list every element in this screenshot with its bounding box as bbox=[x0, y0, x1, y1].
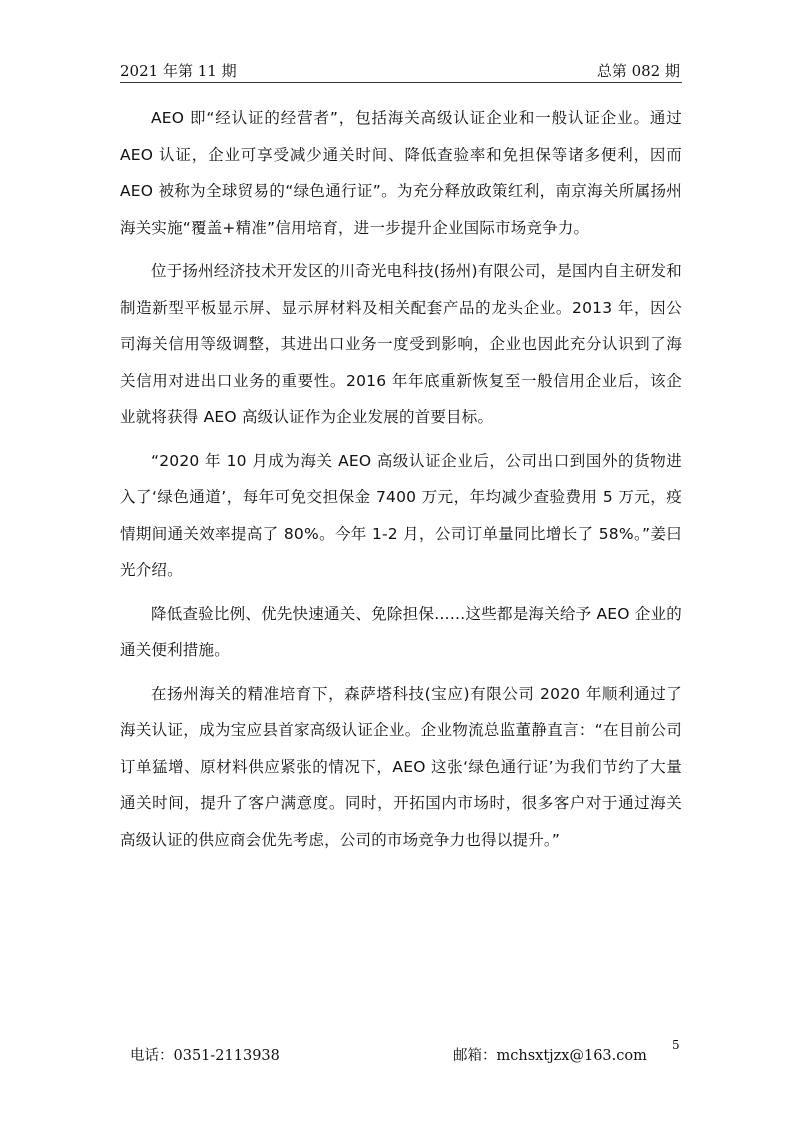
paragraph-sensata-company: 在扬州海关的精准培育下，森萨塔科技(宝应)有限公司 2020 年顺利通过了海关认证，成为宝应县首家高级认证企业。企业物流总监董静直言：“在目前公司订单猛增、原材料供应紧张的情况下，AEO 这张‘绿色通行证’为我们节约了大量通关时间，提升了客户满意度。同时，开拓国内市场时，很多客户对于通过海关高级认证的供应商会优先考虑，公司的市场竞争力也得以提升。” bbox=[120, 684, 682, 849]
issue-label: 2021 年第 11 期 bbox=[120, 62, 237, 80]
paragraph-quote-benefits: “2020 年 10 月成为海关 AEO 高级认证企业后，公司出口到国外的货物进入了‘绿色通道’，每年可免交担保金 7400 万元，年均减少查验费用 5 万元，疫情期间通关效率提高了 80%。今年 1-2 月，公司订单量同比增长了 58%。”姜曰光介绍。 bbox=[120, 451, 682, 579]
paragraph-aeo-intro: AEO 即“经认证的经营者”，包括海关高级认证企业和一般认证企业。通过 AEO 认证，企业可享受减少通关时间、降低查验率和免担保等诸多便利，因而 AEO 被称为全球贸易的“绿色通行证”。为充分释放政策红利，南京海关所属扬州海关实施“覆盖+精准”信用培育，进一步提升企业国际市场竞争力。 bbox=[120, 109, 682, 237]
page-number: 5 bbox=[672, 1038, 680, 1052]
page-footer bbox=[120, 1038, 720, 1068]
header-divider bbox=[120, 82, 682, 83]
paragraph-facilitation-measures: 降低查验比例、优先快速通关、免除担保……这些都是海关给予 AEO 企业的通关便利措施。 bbox=[120, 604, 682, 659]
paragraph-chuanqi-company: 位于扬州经济技术开发区的川奇光电科技(扬州)有限公司，是国内自主研发和制造新型平板显示屏、显示屏材料及相关配套产品的龙头企业。2013 年，因公司海关信用等级调整，其进出口业务一度受到影响，企业也因此充分认识到了海关信用对进出口业务的重要性。2016 年年底重新恢复至一般信用企业后，该企业就将获得 AEO 高级认证作为企业发展的首要目标。 bbox=[120, 262, 682, 426]
page-header bbox=[120, 58, 682, 84]
total-issue-label: 总第 082 期 bbox=[596, 62, 680, 80]
footer-phone: 电话：0351-2113938 bbox=[130, 1048, 280, 1064]
footer-email: 邮箱：mchsxtjzx@163.com bbox=[453, 1048, 647, 1064]
article-body bbox=[120, 100, 682, 865]
